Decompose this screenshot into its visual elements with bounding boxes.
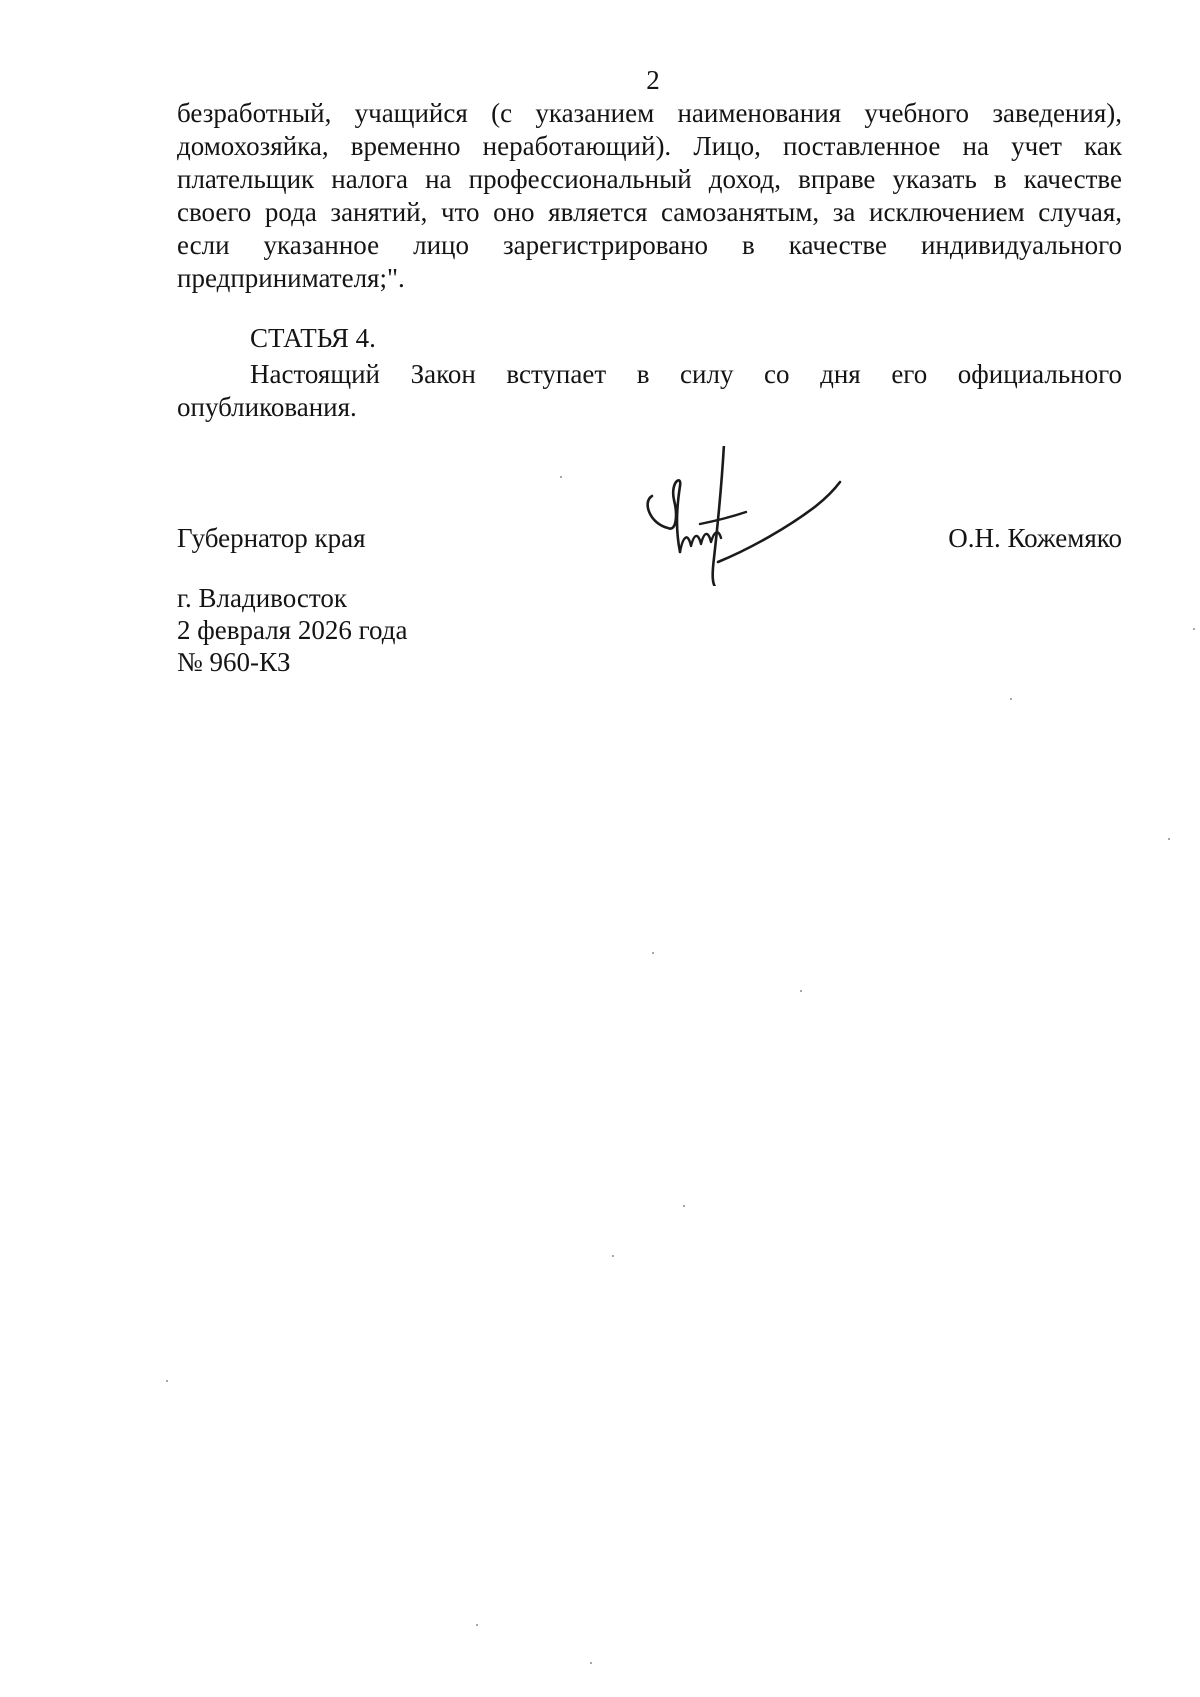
- paragraph-line: плательщик налога на профессиональный доход, вправе указать в качестве: [177, 164, 1122, 194]
- paragraph-continuation: [177, 97, 1122, 295]
- scan-speck: [800, 990, 802, 992]
- signatory-name: О.Н. Кожемяко: [948, 523, 1122, 553]
- paragraph-line: домохозяйка, временно неработающий). Лицо, поставленное на учет как: [177, 131, 1122, 161]
- article-heading: СТАТЬЯ 4.: [250, 323, 376, 353]
- scan-speck: [560, 476, 562, 478]
- paragraph-line: предпринимателя;".: [177, 263, 405, 293]
- issuance-date: 2 февраля 2026 года: [177, 615, 408, 645]
- scan-speck: [612, 1255, 614, 1257]
- scan-speck: [476, 1624, 478, 1626]
- article-line: опубликования.: [177, 392, 357, 422]
- law-number: № 960-КЗ: [177, 647, 291, 677]
- scan-speck: [652, 952, 654, 954]
- scan-speck: [1010, 698, 1012, 700]
- paragraph-line: безработный, учащийся (с указанием наименования учебного заведения),: [177, 98, 1122, 128]
- page-number: 2: [646, 65, 660, 95]
- handwritten-signature: [640, 446, 860, 586]
- position-title: Губернатор края: [177, 523, 366, 553]
- scan-speck: [166, 1380, 168, 1382]
- article-line: Настоящий Закон вступает в силу со дня его официального: [250, 359, 1122, 389]
- scan-speck: [590, 1662, 592, 1664]
- scan-speck: [1168, 838, 1170, 840]
- paragraph-line: своего рода занятий, что оно является самозанятым, за исключением случая,: [177, 197, 1122, 227]
- scan-speck: [683, 1205, 685, 1207]
- issuance-details: [177, 582, 407, 678]
- article-body: [177, 358, 1122, 424]
- scan-speck: [1193, 628, 1195, 630]
- issuance-city: г. Владивосток: [177, 583, 347, 613]
- paragraph-line: если указанное лицо зарегистрировано в качестве индивидуального: [177, 230, 1122, 260]
